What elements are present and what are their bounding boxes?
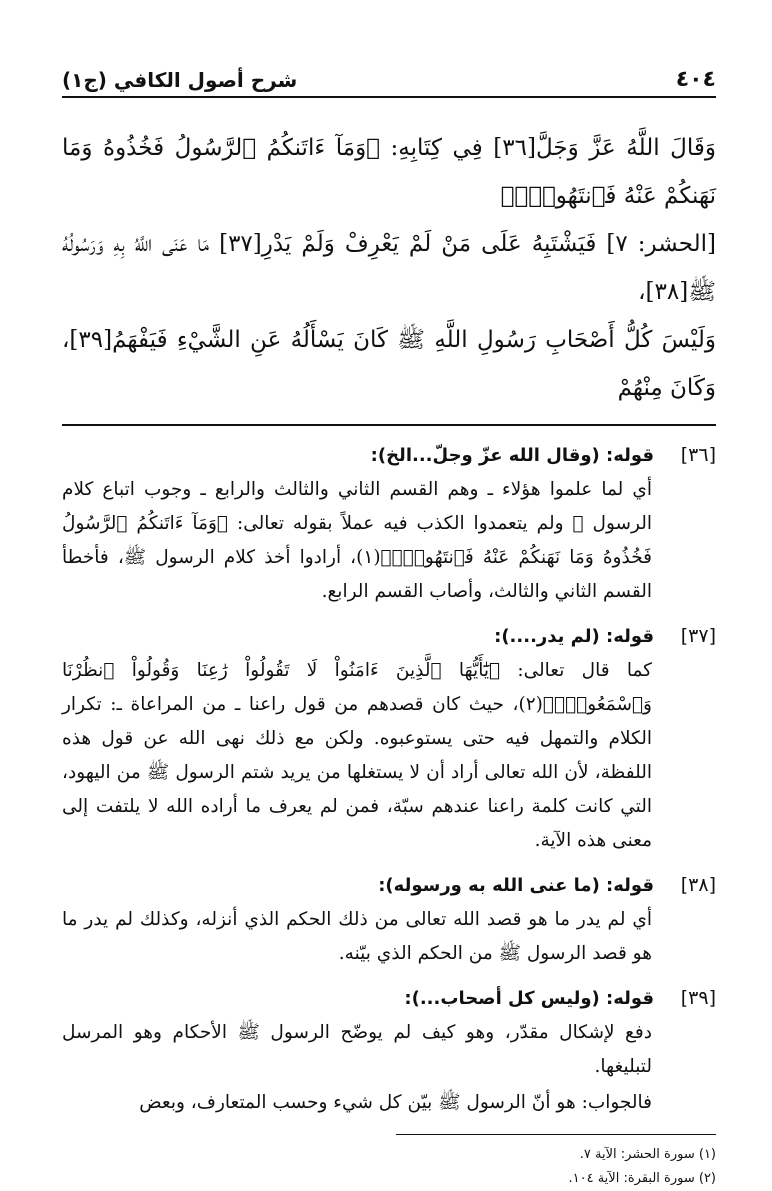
page-number: ٤٠٤ [675, 67, 716, 92]
note-39 [62, 981, 716, 1120]
main-text-line: وَلَيْسَ كُلُّ أَصْحَابِ رَسُولِ اللَّهِ ﷺ كَانَ يَسْأَلُهُ عَنِ الشَّيْءِ فَيَفْهَمُ[٣٩]، وَكَانَ مِنْهُمْ [62, 327, 716, 401]
note-36 [62, 438, 716, 609]
commentary-notes [62, 438, 716, 1120]
note-37 [62, 619, 716, 858]
note-paragraph: دفع لإشكال مقدّر، وهو كيف لم يوضّح الرسول ﷺ الأحكام وهو المرسل لتبليغها. [62, 1022, 652, 1077]
note-paragraph: كما قال تعالى: ﴿يَٰٓأَيُّهَا ٱلَّذِينَ ءَامَنُواْ لَا تَقُولُواْ رَٰعِنَا وَقُولُواْ ٱنظُرْنَا وَٱسْمَعُواْۗ﴾(٢)، حيث كان قصدهم من قول راعنا ـ من المراعاة ـ: تكرار الكلام والتمهل فيه حتى يستوعبوه. ولكن مع ذلك نهى الله عن قول هذه اللفظة، لأن الله تعالى أراد أن لا يستغلها من يريد شتم الرسول ﷺ من اليهود، التي كانت كلمة راعنا عندهم سبّة، فمن لم يعرف ما أراده الله لا يلتفت إلى معنى هذه الآية. [62, 660, 652, 851]
note-title: قوله: (وليس كل أصحاب...): [404, 988, 654, 1009]
text-separator [62, 424, 716, 426]
footnote: (١) سورة الحشر: الآية ٧. [579, 1147, 716, 1162]
note-paragraph: فالجواب: هو أنّ الرسول ﷺ بيّن كل شيء وحسب المتعارف، وبعض [139, 1092, 652, 1113]
running-title: شرح أصول الكافي (ج١) [62, 68, 298, 92]
footnote: (٢) سورة البقرة: الآية ١٠٤. [568, 1171, 716, 1186]
note-title: قوله: (لم يدر....): [494, 626, 654, 647]
note-38 [62, 868, 716, 971]
note-number: [٣٦] [680, 444, 716, 466]
main-text-line: وَقَالَ اللَّهُ عَزَّ وَجَلَّ[٣٦] فِي كِتَابِهِ: ﴿وَمَآ ءَاتَنكُمُ ٱلرَّسُولُ فَخُذُوهُ وَمَا نَهَنكُمْ عَنْهُ فَٱنتَهُواْۚ﴾ [62, 135, 717, 209]
footnotes [62, 1143, 716, 1191]
note-title: قوله: (وقال الله عزّ وجلّ...الخ): [370, 445, 654, 466]
note-title: قوله: (ما عنى الله به ورسوله): [378, 875, 654, 896]
note-paragraph: أي لم يدر ما هو قصد الله تعالى من ذلك الحكم الذي أنزله، وكذلك لم يدر ما هو قصد الرسول ﷺ من الحكم الذي بيّنه. [62, 909, 652, 964]
page-header [62, 50, 716, 98]
main-text-line: [الحشر: ٧] فَيَشْتَبِهُ عَلَى مَنْ لَمْ يَعْرِفْ وَلَمْ يَدْرِ[٣٧] مَا عَنَى اللَّهُ بِهِ وَرَسُولُهُ ﷺ[٣٨]، [62, 231, 716, 305]
note-number: [٣٧] [680, 625, 716, 647]
note-paragraph: أي لما علموا هؤلاء ـ وهم القسم الثاني والثالث والرابع ـ وجوب اتباع كلام الرسول ﷺ ولم يتعمدوا الكذب فيه عملاً بقوله تعالى: ﴿وَمَآ ءَاتَنكُمُ ٱلرَّسُولُ فَخُذُوهُ وَمَا نَهَنكُمْ عَنْهُ فَٱنتَهُواْۚ﴾(١)، أرادوا أخذ كلام الرسول ﷺ، فأخطأ القسم الثاني والثالث، وأصاب القسم الرابع. [62, 479, 652, 602]
footnote-separator [396, 1134, 716, 1135]
note-number: [٣٨] [680, 874, 716, 896]
main-text [62, 124, 716, 412]
note-number: [٣٩] [680, 987, 716, 1009]
